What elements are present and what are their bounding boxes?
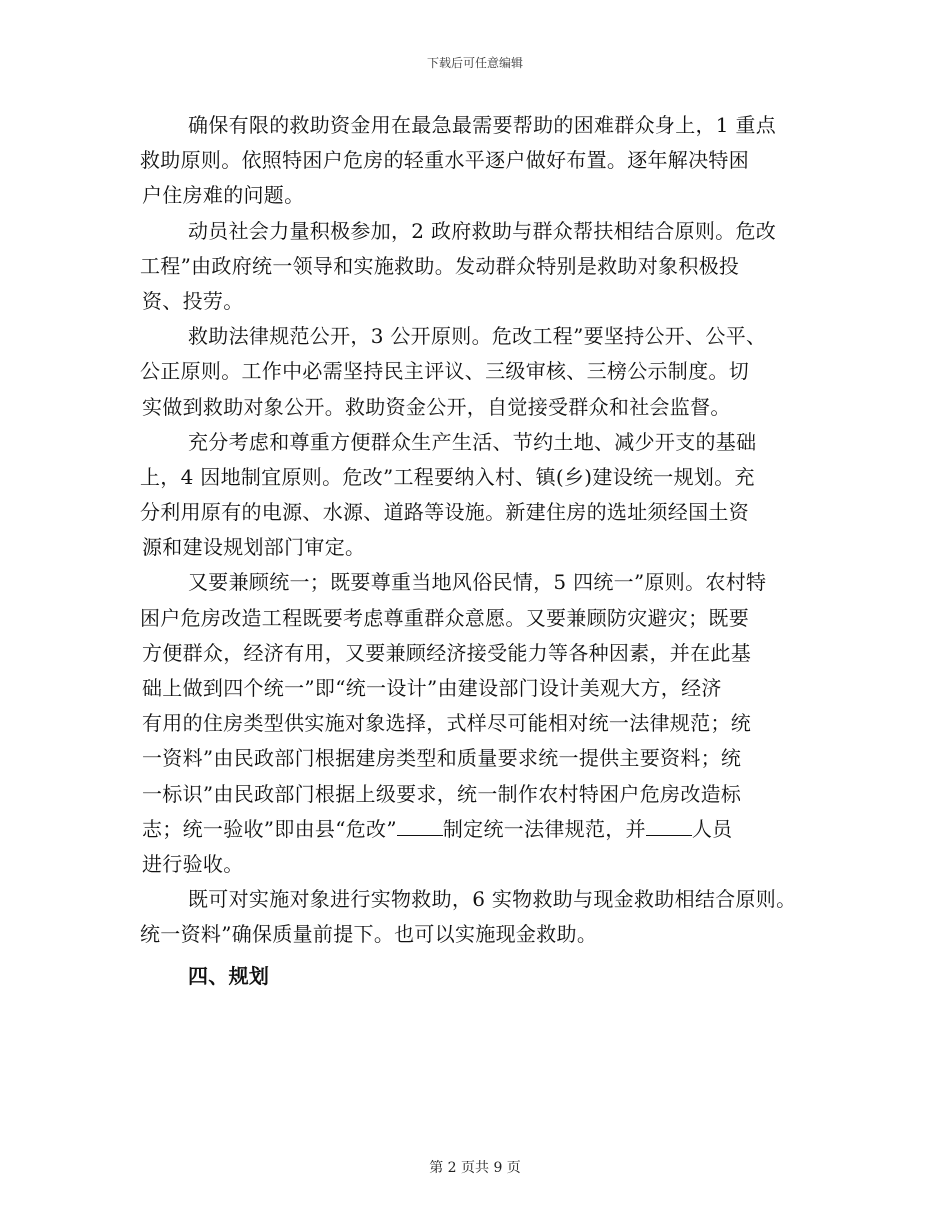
paragraph-3-line-2: 公正原则。工作中必需坚持民主评议、三级审核、三榜公示制度。切 [140,359,749,384]
page-footer: 第 2 页共 9 页 [429,1160,521,1176]
paragraph-2-line-3: 资、投劳。 [142,288,244,313]
blank-line-text-3: 人员 [691,816,733,841]
paragraph-3-line-1: 救助法律规范公开，3 公开原则。危改工程”要坚持公开、公平、 [188,324,767,349]
paragraph-4-line-2: 上，4 因地制宜原则。危改”工程要纳入村、镇(乡)建设统一规划。充 [140,464,755,489]
section-heading: 四、规划 [188,963,270,988]
paragraph-1-line-3: 户住房难的问题。 [142,183,305,208]
paragraph-5-line-4: 础上做到四个统一”即“统一设计”由建设部门设计美观大方，经济 [142,676,722,700]
paragraph-2-line-2: 工程”由政府统一领导和实施救助。发动群众特别是救助对象积极投 [140,253,740,278]
paragraph-4-line-3: 分利用原有的电源、水源、道路等设施。新建住房的选址须经国土资 [140,500,749,525]
paragraph-4-line-4: 源和建设规划部门审定。 [142,535,366,560]
paragraph-1-line-2: 救助原则。依照特困户危房的轻重水平逐户做好布置。逐年解决特困 [140,148,749,173]
page-header: 下载后可任意编辑 [426,56,523,70]
paragraph-5-line-5: 有用的住房类型供实施对象选择，式样尽可能相对统一法律规范；统 [142,711,751,736]
blank-line-text-1: 志；统一验收”即由县“危改” [142,816,397,841]
paragraph-4-line-1: 充分考虑和尊重方便群众生产生活、节约土地、减少开支的基础 [188,429,757,454]
paragraph-1-line-1: 确保有限的救助资金用在最急最需要帮助的困难群众身上，1 重点 [188,113,777,137]
paragraph-5-line-1: 又要兼顾统一；既要尊重当地风俗民情，5 四统一”原则。农村特 [188,570,767,595]
document-body [140,112,840,998]
paragraph-5-line-8 [140,816,840,851]
paragraph-2-line-1: 动员社会力量积极参加，2 政府救助与群众帮扶相结合原则。危改 [188,218,777,243]
paragraph-5-line-7: 一标识”由民政部门根据上级要求，统一制作农村特困户危房改造标 [142,781,742,806]
fill-in-blank-1 [397,817,443,836]
paragraph-5-line-6: 一资料”由民政部门根据建房类型和质量要求统一提供主要资料；统 [142,746,742,771]
paragraph-3-line-3: 实做到救助对象公开。救助资金公开，自觉接受群众和社会监督。 [142,394,731,419]
blank-line-text-2: 制定统一法律规范，并 [442,816,646,841]
paragraph-5-line-3: 方便群众，经济有用，又要兼顾经济接受能力等各种因素，并在此基 [142,640,751,665]
paragraph-6-line-2: 统一资料”确保质量前提下。也可以实施现金救助。 [140,922,598,947]
fill-in-blank-2 [646,817,692,836]
paragraph-6-line-1: 既可对实施对象进行实物救助，6 实物救助与现金救助相结合原则。 [188,887,797,912]
paragraph-5-line-9: 进行验收。 [142,851,244,876]
paragraph-5-line-2: 困户危房改造工程既要考虑尊重群众意愿。又要兼顾防灾避灾；既要 [140,605,749,630]
